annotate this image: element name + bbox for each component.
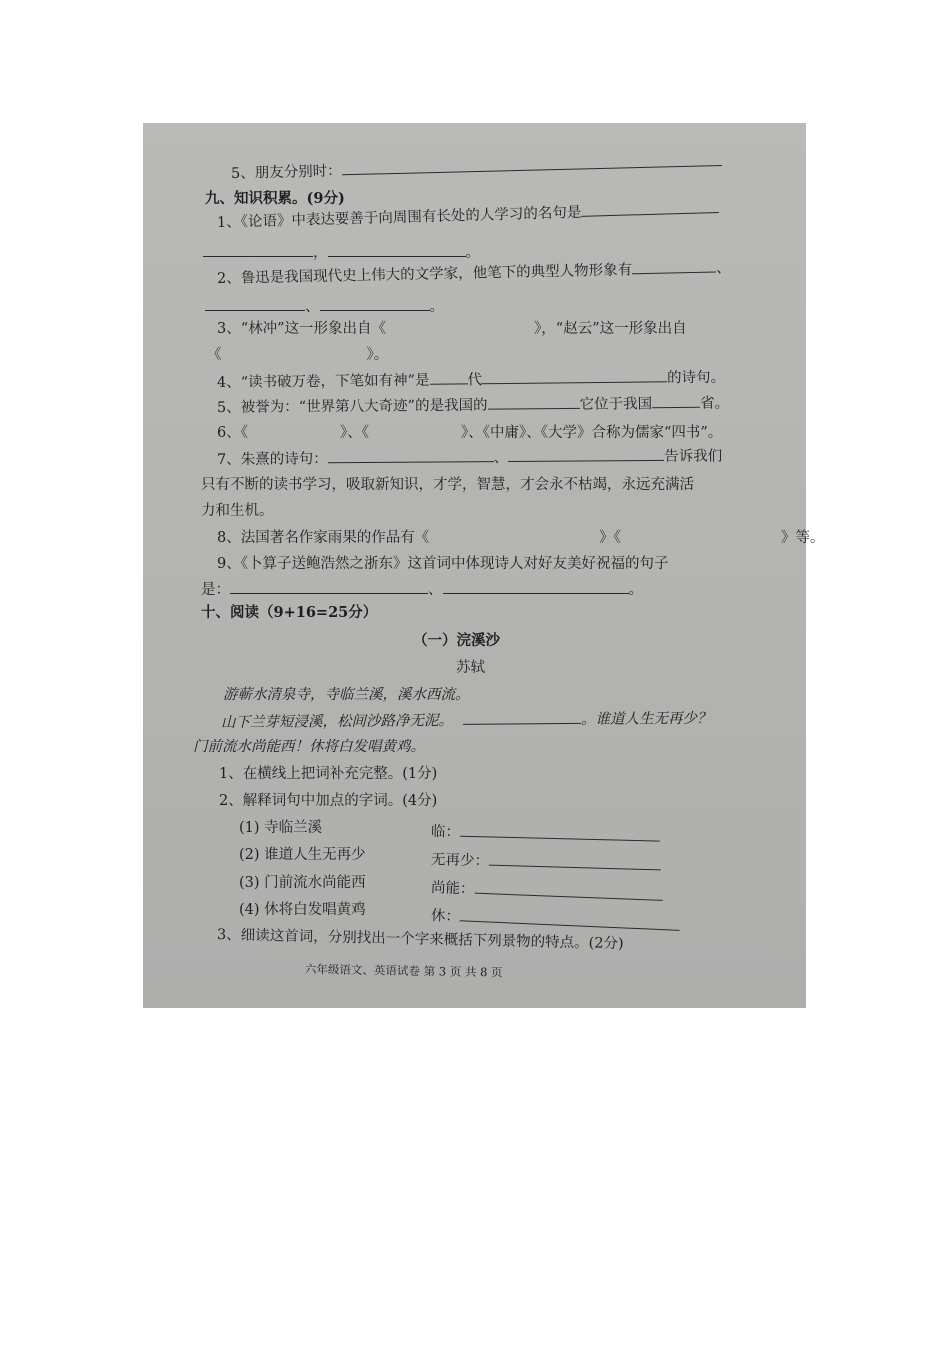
question-7-line-2: 只有不断的读书学习，吸取新知识，才学，智慧，才会永不枯竭，永远充满活: [201, 477, 694, 493]
answer-blank: [487, 394, 579, 410]
question-2-answers: [205, 296, 444, 317]
answer-blank: [632, 258, 716, 275]
reading-item-2-answer: [431, 849, 661, 876]
answer-blank: [508, 446, 664, 462]
question-text: 》等。: [780, 530, 825, 546]
question-text: 7、朱熹的诗句：: [216, 451, 328, 468]
poem-line-3: 门前流水尚能西！休将白发唱黄鸡。: [193, 739, 425, 755]
poem-title: （一）浣溪沙: [413, 632, 500, 649]
question-text: 代: [467, 372, 483, 389]
answer-blank: [474, 879, 662, 901]
question-8: [217, 528, 824, 548]
question-9-answers: [201, 579, 643, 600]
reading-item-2: (2) 谁道人生无再少: [239, 847, 366, 863]
answer-blank: [581, 198, 719, 217]
poem-text: 。谁道人生无再少？: [580, 710, 712, 728]
question-9: 9、《卜算子送鲍浩然之浙东》这首词中体现诗人对好友美好祝福的句子: [217, 556, 669, 572]
question-friends-parting: [231, 151, 722, 184]
punctuation: ，: [313, 245, 328, 261]
question-text: 1、《论语》中表达要善于向周围有长处的人学习的名句是: [216, 204, 582, 231]
answer-blank: [328, 242, 466, 257]
answer-blank: [652, 393, 700, 408]
poem-line-1: 游蕲水清泉寺，寺临兰溪，溪水西流。: [223, 687, 470, 703]
reading-item-3-answer: [431, 877, 663, 907]
question-text: 省。: [699, 395, 730, 412]
question-text: 《: [207, 347, 222, 363]
question-6: [217, 423, 722, 443]
question-text: 》、《中庸》、《大学》合称为儒家“四书”。: [460, 425, 723, 441]
answer-key: 休：: [430, 908, 461, 926]
poem-text: 山下兰芽短浸溪，松间沙路净无泥。: [220, 712, 454, 731]
answer-blank: [443, 579, 629, 594]
answer-blank: [429, 369, 467, 384]
question-7: [217, 445, 722, 470]
answer-blank: [203, 242, 313, 257]
answer-key: 临：: [430, 824, 461, 841]
answer-blank: [328, 447, 494, 463]
reading-item-1-answer: [431, 821, 660, 848]
punctuation: 。: [429, 299, 444, 315]
punctuation: 。: [465, 245, 480, 261]
question-text: 是：: [201, 582, 230, 598]
reading-question-2: 2、解释词句中加点的字词。(4分): [219, 793, 438, 809]
answer-blank: [482, 367, 667, 384]
page-footer: 六年级语文、英语试卷 第 3 页 共 8 页: [304, 962, 503, 980]
punctuation: 、: [715, 260, 731, 277]
punctuation: 、: [428, 582, 443, 598]
question-5: [217, 393, 729, 418]
question-text: 4、“读书破万卷，下笔如有神”是: [216, 372, 430, 391]
question-text: 2、鲁迅是我国现代史上伟大的文学家，他笔下的典型人物形象有: [216, 262, 633, 287]
reading-item-3: (3) 门前流水尚能西: [239, 875, 366, 891]
poem-line-2: [221, 708, 712, 733]
question-text: 5、被誉为：“世界第八大奇迹”的是我国的: [216, 397, 488, 416]
section-nine-heading: 九、知识积累。(9分): [205, 190, 345, 207]
poem-author: 苏轼: [456, 660, 485, 676]
answer-blank: [489, 851, 661, 871]
answer-blank: [463, 709, 581, 725]
exam-page-photo: [143, 123, 825, 1008]
answer-blank: [230, 579, 428, 594]
answer-key: 尚能：: [430, 880, 475, 898]
question-text: 3、“林冲”这一形象出自《: [217, 321, 387, 337]
question-text: 它位于我国: [579, 396, 653, 413]
question-text: 》，“赵云”这一形象出自: [534, 321, 687, 337]
section-ten-heading: 十、阅读（9+16=25分）: [201, 604, 378, 621]
question-3-continued: [207, 345, 388, 365]
question-text: 》。: [366, 347, 389, 363]
answer-blank: [205, 296, 305, 311]
question-text: 6、《: [217, 425, 248, 441]
question-text: 》、《: [339, 425, 369, 441]
answer-blank: [460, 906, 680, 931]
question-text: 》《: [599, 530, 621, 546]
punctuation: 、: [493, 449, 509, 467]
question-text: 告诉我们: [664, 448, 723, 465]
answer-key: 无再少：: [430, 852, 490, 870]
question-text: 5、朋友分别时：: [230, 163, 342, 182]
question-text: 8、法国著名作家雨果的作品有《: [217, 530, 430, 546]
answer-blank: [341, 151, 721, 175]
question-1-answers: [203, 242, 480, 263]
question-text: 的诗句。: [666, 369, 726, 387]
question-3: [217, 319, 687, 339]
punctuation: 、: [305, 299, 320, 315]
reading-item-1: (1) 寺临兰溪: [239, 820, 323, 836]
reading-question-1: 1、在横线上把词补充完整。(1分): [219, 766, 438, 782]
reading-question-3: 3、细读这首词，分别找出一个字来概括下列景物的特点。(2分): [216, 927, 624, 953]
answer-blank: [320, 296, 430, 311]
reading-item-4: (4) 休将白发唱黄鸡: [239, 902, 366, 918]
punctuation: 。: [628, 582, 643, 598]
question-7-line-3: 力和生机。: [201, 503, 274, 519]
